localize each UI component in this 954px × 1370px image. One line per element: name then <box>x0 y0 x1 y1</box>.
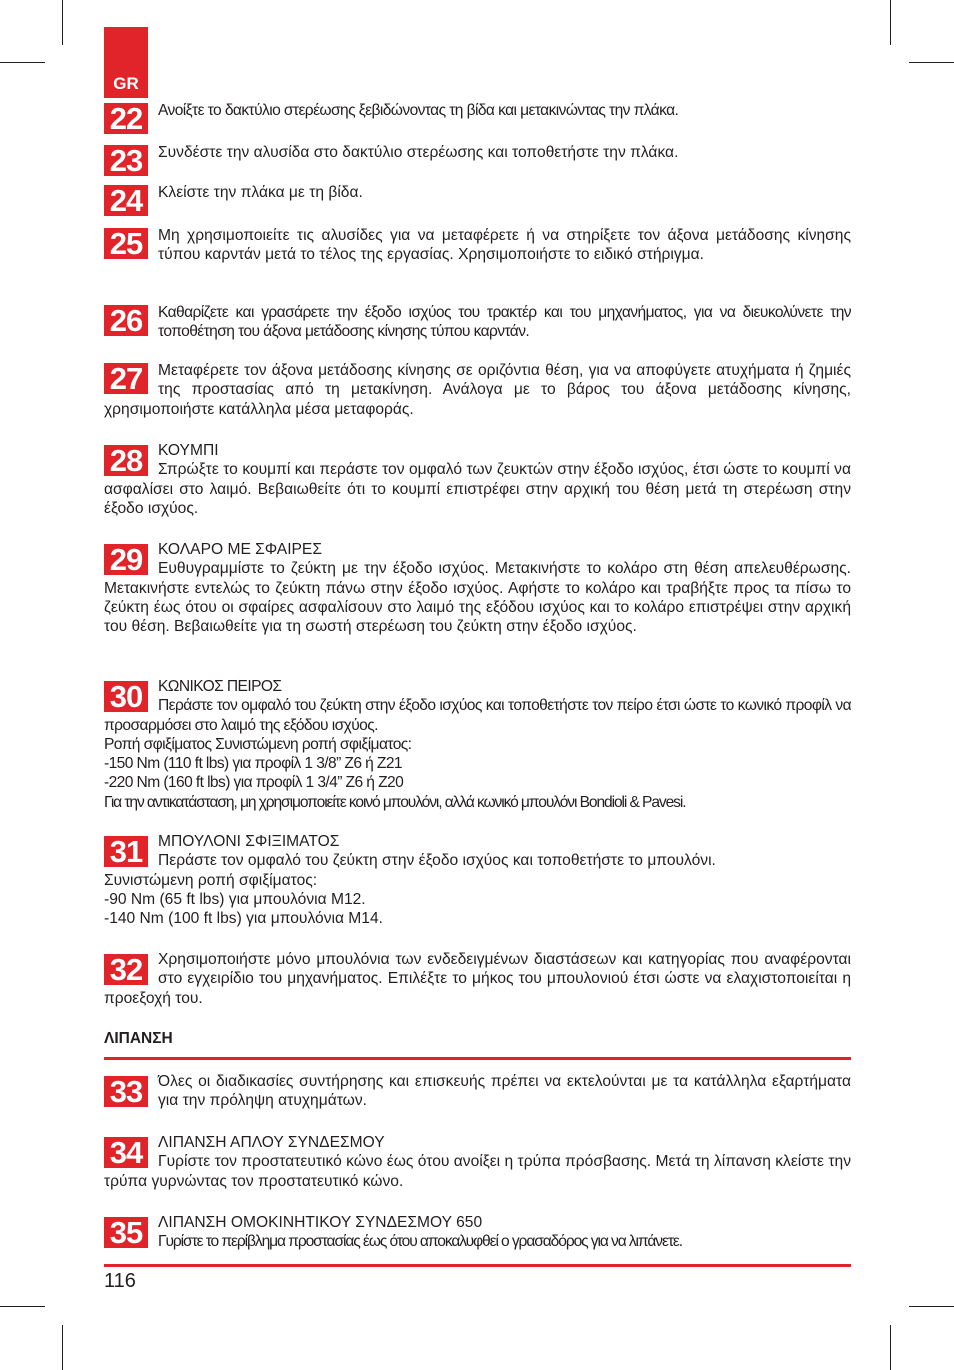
item-text: Ροπή σφιξίματος Συνιστώμενη ροπή σφιξίματος: <box>104 735 412 753</box>
item-33 <box>104 1072 851 1111</box>
item-text: Συνιστώμενη ροπή σφιξίματος: <box>104 871 318 889</box>
item-29 <box>104 540 851 636</box>
item-heading: ΚΟΛΑΡΟ ΜΕ ΣΦΑΙΡΕΣ <box>158 541 322 558</box>
item-number: 35 <box>104 1217 148 1248</box>
item-32 <box>104 950 851 1008</box>
item-number: 22 <box>104 103 148 134</box>
item-number: 28 <box>104 445 148 476</box>
item-text: Μεταφέρετε τον άξονα μετάδοσης κίνησης σε οριζόντια θέση, για να αποφύγετε ατυχήματα ή ζημιές της προστασίας από τη μετακίνηση. Ανάλογα με το βάρος του άξονα μετάδοσης κίνησης, χρησιμοποιήστε κατάλληλα μέσα μεταφοράς. <box>104 362 851 418</box>
item-number: 24 <box>104 185 148 216</box>
item-text: Κλείστε την πλάκα με τη βίδα. <box>158 184 363 201</box>
item-23 <box>104 143 851 176</box>
item-text: Χρησιμοποιήστε μόνο μπουλόνια των ενδεδειγμένων διαστάσεων και κατηγορίας που αναφέρονται στο εγχειρίδιο του μηχανήματος. Επιλέξτε το μήκος του μπουλονιού έτσι ώστε να ελαχιστοποιείται η προεξοχή του. <box>104 951 851 1007</box>
item-text: Μη χρησιμοποιείτε τις αλυσίδες για να μεταφέρετε ή να στηρίξετε τον άξονα μετάδοσης κίνησης τύπου καρντάν μετά το τέλος της εργασίας. Χρησιμοποιήστε το ειδικό στήριγμα. <box>158 227 851 264</box>
item-number: 23 <box>104 145 148 176</box>
item-text: Ευθυγραμμίστε το ζεύκτη με την έξοδο ισχύος. Μετακινήστε το κολάρο στη θέση απελευθέρωσης. Μετακινήστε εντελώς το ζεύκτη πάνω στην έξοδο ισχύος. Αφήστε το κολάρο και τραβήξτε προς τα πίσω το ζεύκτη έως ότου οι σφαίρες ασφαλίσουν στο λαιμό της εξόδου ισχύος και το κολάρο επιστρέψει στην αρχική του θέση. Βεβαιωθείτε για τη σωστή στερέωση του ζεύκτη στην έξοδο ισχύος. <box>104 560 851 636</box>
item-number: 26 <box>104 305 148 336</box>
item-heading: ΛΙΠΑΝΣΗ ΑΠΛΟΥ ΣΥΝΔΕΣΜΟΥ <box>158 1134 385 1151</box>
item-text: Περάστε τον ομφαλό του ζεύκτη στην έξοδο ισχύος και τοποθετήστε τον πείρο έτσι ώστε το κωνικό προφίλ να προσαρμόσει στο λαιμό της εξόδου ισχύος. <box>104 697 851 734</box>
item-heading: ΚΟΥΜΠΙ <box>158 442 219 459</box>
item-text: Σπρώξτε το κουμπί και περάστε τον ομφαλό των ζευκτών στην έξοδο ισχύος, έτσι ώστε το κουμπί να ασφαλίσει στο λαιμό. Βεβαιωθείτε ότι το κουμπί επιστρέφει στην αρχική του θέση μετά τη στερέωση στην έξοδο ισχύος. <box>104 461 851 517</box>
item-text: Για την αντικατάσταση, μη χρησιμοποιείτε κοινό μπουλόνι, αλλά κωνικό μπουλόνι Bondioli & Pavesi. <box>104 793 686 811</box>
item-number: 30 <box>104 681 148 712</box>
item-heading: ΛΙΠΑΝΣΗ ΟΜΟΚΙΝΗΤΙΚΟΥ ΣΥΝΔΕΣΜΟΥ 650 <box>158 1214 483 1231</box>
item-number: 31 <box>104 836 148 867</box>
item-27 <box>104 361 851 419</box>
item-heading: ΜΠΟΥΛΟΝΙ ΣΦΙΞΙΜΑΤΟΣ <box>158 833 340 850</box>
crop-mark <box>0 1306 45 1307</box>
item-text: Γυρίστε τον προστατευτικό κώνο έως ότου ανοίξει η τρύπα πρόσβασης. Μετά τη λίπανση κλείστε την τρύπα γυρνώντας τον προστατευτικό κώνο. <box>104 1153 851 1190</box>
crop-mark <box>890 1325 891 1370</box>
item-number: 27 <box>104 363 148 394</box>
item-heading: ΚΩΝΙΚΟΣ ΠΕΙΡΟΣ <box>158 678 282 695</box>
item-number: 34 <box>104 1137 148 1168</box>
language-tab: GR <box>104 27 148 98</box>
crop-mark <box>909 1306 954 1307</box>
footer-divider <box>104 1264 851 1267</box>
item-text: -150 Nm (110 ft lbs) για προφίλ 1 3/8” Z6 ή Z21 <box>104 755 402 773</box>
crop-mark <box>909 62 954 63</box>
item-text: -140 Nm (100 ft lbs) για μπουλόνια M14. <box>104 910 383 928</box>
item-number: 29 <box>104 544 148 575</box>
crop-mark <box>890 0 891 45</box>
section-divider <box>104 1057 851 1060</box>
item-text: Ανοίξτε το δακτύλιο στερέωσης ξεβιδώνοντας τη βίδα και μετακινώντας την πλάκα. <box>158 102 679 119</box>
crop-mark <box>62 1325 63 1370</box>
item-text: Συνδέστε την αλυσίδα στο δακτύλιο στερέωσης και τοποθετήστε την πλάκα. <box>158 144 679 161</box>
item-text: Περάστε τον ομφαλό του ζεύκτη στην έξοδο ισχύος και τοποθετήστε το μπουλόνι. <box>158 852 716 870</box>
item-35 <box>104 1213 851 1252</box>
item-text: -90 Nm (65 ft lbs) για μπουλόνια M12. <box>104 890 366 908</box>
item-number: 32 <box>104 954 148 985</box>
item-34 <box>104 1133 851 1191</box>
section-title: ΛΙΠΑΝΣΗ <box>104 1030 173 1047</box>
item-text: Όλες οι διαδικασίες συντήρησης και επισκευής πρέπει να εκτελούνται με τα κατάλληλα εξαρτήματα για την πρόληψη ατυχημάτων. <box>158 1073 851 1110</box>
item-number: 33 <box>104 1076 148 1107</box>
item-31 <box>104 832 851 928</box>
crop-mark <box>0 62 45 63</box>
item-number: 25 <box>104 228 148 259</box>
item-25 <box>104 226 851 265</box>
crop-mark <box>62 0 63 45</box>
item-30 <box>104 677 851 812</box>
item-24 <box>104 183 851 216</box>
item-text: Γυρίστε το περίβλημα προστασίας έως ότου αποκαλυφθεί ο γρασαδόρος για να λιπάνετε. <box>158 1233 682 1251</box>
item-text: -220 Nm (160 ft lbs) για προφίλ 1 3/4” Z6 ή Z20 <box>104 774 404 792</box>
item-text: Καθαρίζετε και γρασάρετε την έξοδο ισχύος του τρακτέρ και του μηχανήματος, για να διευκολύνετε την τοποθέτηση του άξονα μετάδοσης κίνησης τύπου καρντάν. <box>158 304 851 341</box>
item-22 <box>104 101 851 134</box>
page-number: 116 <box>104 1270 136 1292</box>
item-28 <box>104 441 851 518</box>
item-26 <box>104 303 851 342</box>
